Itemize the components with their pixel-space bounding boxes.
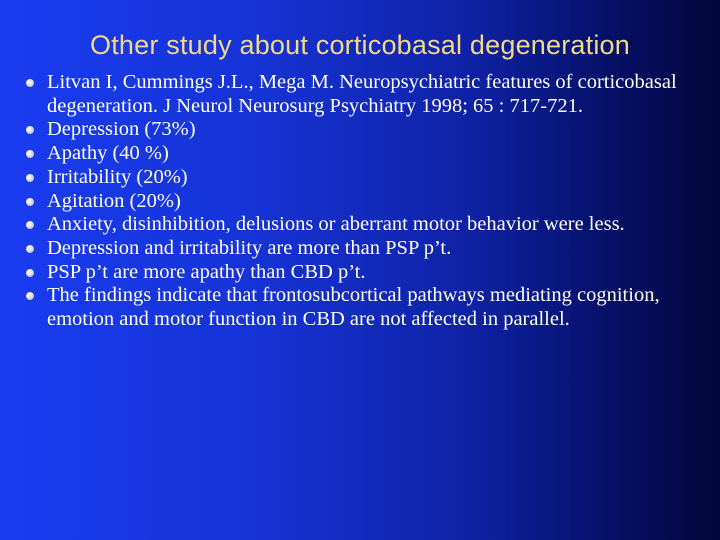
bullet-item-citation <box>22 71 702 118</box>
bullet-list <box>22 71 702 332</box>
bullet-dot-icon <box>26 174 34 182</box>
bullet-dot-icon <box>26 198 34 206</box>
bullet-dot-icon <box>26 269 34 277</box>
bullet-text: Irritability (20%) <box>47 165 188 188</box>
bullet-text: Agitation (20%) <box>47 189 181 212</box>
bullet-dot-icon <box>26 126 34 134</box>
bullet-item-apathy <box>22 142 702 166</box>
bullet-text: PSP p’t are more apathy than CBD p’t. <box>47 260 366 283</box>
bullet-item-depression <box>22 118 702 142</box>
slide-title: Other study about corticobasal degeneration <box>90 30 630 60</box>
bullet-item-irritability <box>22 166 702 190</box>
bullet-text: Depression and irritability are more than PSP p’t. <box>47 236 452 259</box>
bullet-item-apathy-comparison <box>22 261 702 285</box>
bullet-item-anxiety <box>22 213 702 237</box>
bullet-dot-icon <box>26 150 34 158</box>
bullet-dot-icon <box>26 245 34 253</box>
bullet-text: Anxiety, disinhibition, delusions or aberrant motor behavior were less. <box>47 213 625 236</box>
bullet-item-agitation <box>22 190 702 214</box>
bullet-text: The findings indicate that frontosubcortical pathways mediating cognition, emotion and motor function in CBD are not affected in parallel. <box>47 284 660 331</box>
bullet-item-findings <box>22 284 702 331</box>
bullet-dot-icon <box>26 79 34 87</box>
bullet-text: Depression (73%) <box>47 118 196 141</box>
bullet-dot-icon <box>26 292 34 300</box>
bullet-dot-icon <box>26 221 34 229</box>
bullet-item-psp-comparison <box>22 237 702 261</box>
bullet-text: Apathy (40 %) <box>47 142 169 165</box>
bullet-text: Litvan I, Cummings J.L., Mega M. Neuropsychiatric features of corticobasal degeneration. J Neurol Neurosurg Psychiatry 1998; 65 : 717-721. <box>47 71 677 117</box>
